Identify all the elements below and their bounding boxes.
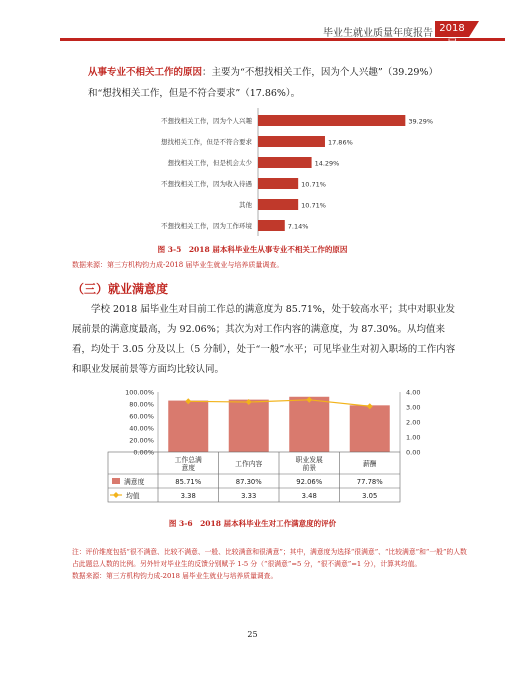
chart2-bar bbox=[350, 405, 390, 452]
note-text: 注：评价维度包括“很不满意、比较不满意、一般、比较满意和很满意”；其中，满意度为选择“很满意”、“比较满意”和“一般”的人数占此题总人数的比例。另外针对毕业生的反馈分别赋予 1-5 分（“很满意”=5 分，“很不满意”=1 分），计算其均值。 bbox=[72, 548, 467, 568]
chart1-bar bbox=[258, 178, 298, 189]
reasons-bar-chart bbox=[90, 108, 434, 236]
chart2-left-tick: 20.00% bbox=[129, 436, 154, 445]
chart1-value-label: 10.71% bbox=[301, 180, 326, 189]
page-number: 25 bbox=[247, 630, 258, 639]
chart2-legend-bar-key bbox=[112, 478, 120, 484]
section-title: （三）就业满意度 bbox=[72, 282, 169, 296]
intro-heading: 从事专业不相关工作的原因 bbox=[88, 67, 203, 78]
chart1-value-label: 14.29% bbox=[314, 159, 340, 168]
chart2-left-tick: 80.00% bbox=[129, 400, 154, 409]
chart2-mean-value: 3.05 bbox=[362, 492, 378, 500]
chart2-left-tick: 40.00% bbox=[129, 424, 154, 433]
chart2-bar bbox=[229, 400, 269, 452]
figure-3-6-note bbox=[72, 546, 472, 582]
chart2-right-tick: 0.00 bbox=[406, 448, 421, 457]
chart1-category-label: 想找相关工作，但是不符合要求 bbox=[161, 138, 252, 146]
intro-paragraph bbox=[88, 62, 448, 104]
chart2-right-tick: 4.00 bbox=[406, 388, 421, 397]
satisfaction-combo-chart bbox=[70, 384, 450, 509]
chart1-bar bbox=[258, 199, 298, 210]
chart2-category-label-cont: 前景 bbox=[302, 464, 317, 472]
chart2-bar bbox=[168, 401, 208, 452]
header-title: 毕业生就业质量年度报告 bbox=[323, 28, 433, 39]
chart1-value-label: 7.14% bbox=[287, 222, 309, 231]
chart1-value-label: 10.71% bbox=[301, 201, 326, 210]
figure-3-5-source: 数据来源：第三方机构钧力成-2018 届毕业生就业与培养质量调查。 bbox=[72, 261, 284, 269]
chart2-legend-bar-label: 满意度 bbox=[124, 478, 145, 486]
header-rule bbox=[60, 38, 505, 41]
chart2-mean-value: 3.38 bbox=[180, 492, 196, 500]
chart2-right-tick: 2.00 bbox=[406, 418, 421, 427]
section-paragraph: 学校 2018 届毕业生对目前工作总的满意度为 85.71%，处于较高水平；其中对职业发展前景的满意度最高，为 92.06%；其次为对工作内容的满意度，为 87.30%。从均值来看，均处于 3.05 分及以上（5 分制），处于“一般”水平；可见毕业生对初入职场的工作内容和职业发展前景等方面均比较认同。 bbox=[72, 304, 456, 375]
header-year-badge: 2018届 bbox=[435, 21, 469, 37]
figure-3-5-caption: 图 3-5 2018 届本科毕业生从事专业不相关工作的原因 bbox=[157, 245, 348, 254]
chart1-bar bbox=[258, 115, 405, 126]
chart2-category-label: 职业发展 bbox=[295, 456, 323, 464]
chart2-right-tick: 1.00 bbox=[406, 433, 421, 442]
chart2-satisfaction-value: 77.78% bbox=[356, 478, 383, 486]
chart1-category-label: 其他 bbox=[239, 201, 252, 209]
chart2-bar bbox=[289, 397, 329, 452]
chart2-mean-line bbox=[188, 400, 370, 406]
chart2-satisfaction-value: 85.71% bbox=[175, 478, 202, 486]
chart1-category-label: 不想找相关工作，因为个人兴趣 bbox=[161, 117, 252, 125]
chart2-category-label: 薪酬 bbox=[362, 460, 377, 468]
chart2-left-tick: 60.00% bbox=[129, 412, 154, 421]
chart1-value-label: 17.86% bbox=[327, 138, 353, 147]
chart1-bar bbox=[258, 220, 285, 231]
chart1-bar bbox=[258, 157, 312, 168]
chart2-category-label: 工作总满 bbox=[174, 456, 202, 464]
chart2-right-tick: 3.00 bbox=[406, 403, 421, 412]
chart2-legend-line-label: 均值 bbox=[126, 492, 140, 500]
chart1-category-label: 不想找相关工作，因为工作环境 bbox=[161, 222, 252, 230]
chart2-category-label-cont: 意度 bbox=[181, 464, 196, 472]
header-badge-tab bbox=[469, 21, 479, 37]
chart2-satisfaction-value: 87.30% bbox=[235, 478, 262, 486]
chart2-left-tick: 0.00% bbox=[133, 448, 154, 457]
chart2-mean-value: 3.33 bbox=[241, 492, 257, 500]
figure-3-6-source: 数据来源：第三方机构钧力成-2018 届毕业生就业与培养质量调查。 bbox=[72, 572, 278, 580]
intro-text: ：主要为“不想找相关工作，因为个人兴趣”（39.29%）和“想找相关工作，但是不符合要求”（17.86%）。 bbox=[88, 67, 438, 99]
chart1-value-label: 39.29% bbox=[408, 117, 434, 126]
chart2-left-tick: 100.00% bbox=[125, 388, 154, 397]
chart2-satisfaction-value: 92.06% bbox=[296, 478, 323, 486]
chart2-mean-value: 3.48 bbox=[301, 492, 317, 500]
chart2-category-label: 工作内容 bbox=[235, 460, 263, 468]
chart2-legend-line-marker bbox=[113, 492, 119, 498]
chart1-bar bbox=[258, 136, 325, 147]
chart1-category-label: 想找相关工作，但是机会太少 bbox=[167, 159, 252, 167]
chart1-category-label: 不想找相关工作，因为收入待遇 bbox=[161, 180, 252, 188]
figure-3-6-caption: 图 3-6 2018 届本科毕业生对工作满意度的评价 bbox=[168, 519, 337, 528]
